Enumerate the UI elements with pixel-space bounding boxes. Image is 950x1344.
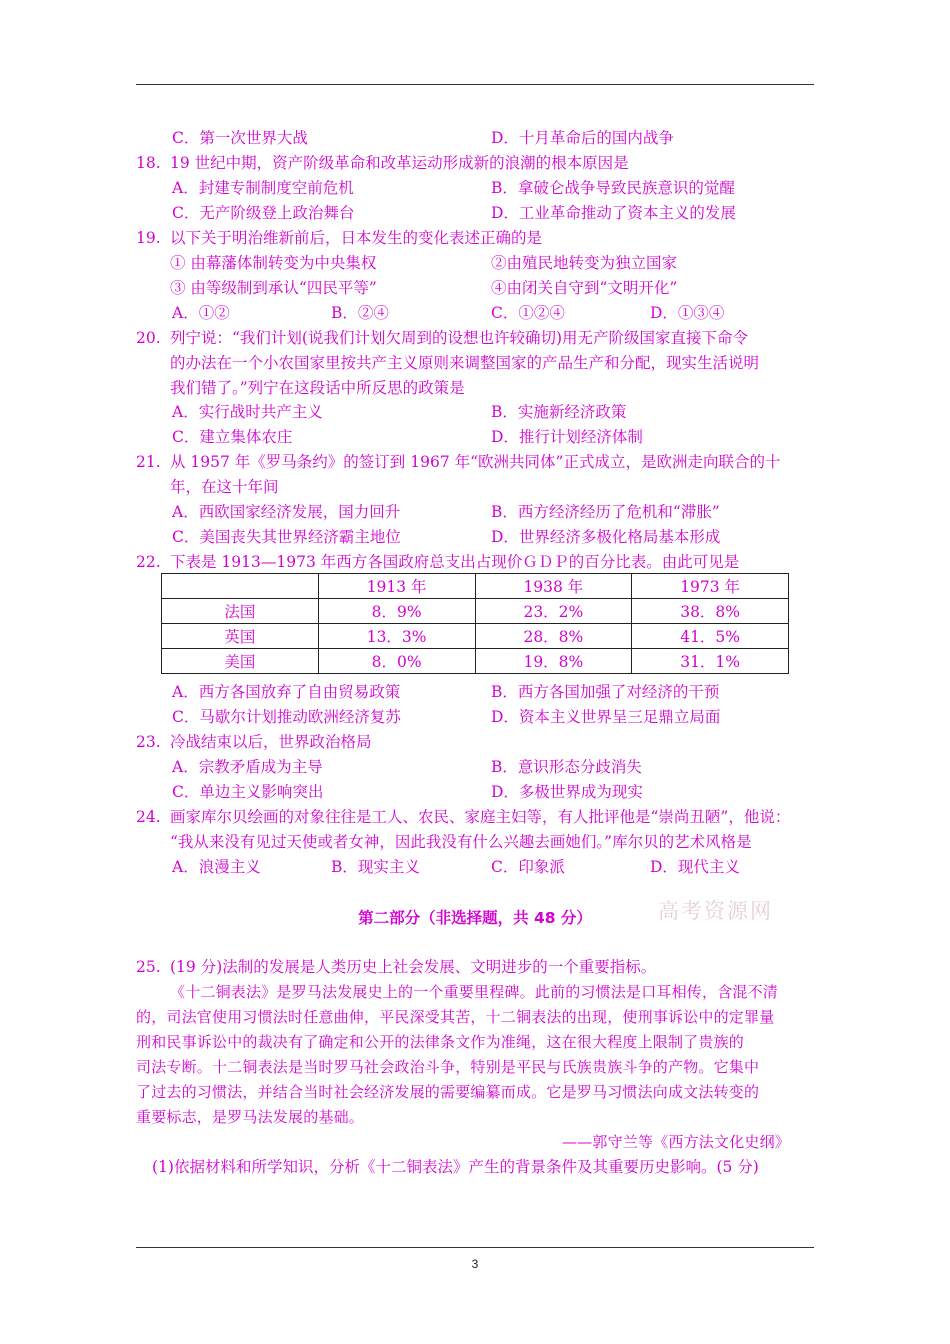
q21-number: 21. bbox=[136, 453, 161, 471]
q18-stem: 19 世纪中期，资产阶级革命和改革运动形成新的浪潮的根本原因是 bbox=[170, 154, 629, 172]
q20-number: 20. bbox=[136, 329, 161, 347]
header-rule bbox=[136, 84, 814, 85]
table-cell: 23．2% bbox=[475, 599, 632, 624]
table-cell: 38．8% bbox=[632, 599, 789, 624]
q22-number: 22. bbox=[136, 553, 161, 571]
table-row bbox=[162, 599, 789, 624]
table-row bbox=[162, 624, 789, 649]
q22-stem: 下表是 1913—1973 年西方各国政府总支出占现价ＧＤＰ的百分比表。由此可见是 bbox=[170, 553, 740, 571]
q25-subquestion-1: (1)依据材料和所学知识，分析《十二铜表法》产生的背景条件及其重要历史影响。(5 分) bbox=[152, 1158, 759, 1176]
q21-stem-line-2: 年，在这十年间 bbox=[170, 478, 279, 496]
q20-option-b: B．实施新经济政策 bbox=[491, 403, 627, 421]
q25-number: 25. bbox=[136, 958, 161, 976]
table-cell: 19．8% bbox=[475, 649, 632, 674]
q19-stem: 以下关于明治维新前后，日本发生的变化表述正确的是 bbox=[170, 229, 543, 247]
table-header-cell: 1938 年 bbox=[475, 574, 632, 599]
page-number: 3 bbox=[471, 1257, 479, 1271]
q21-option-d: D．世界经济多极化格局基本形成 bbox=[491, 528, 721, 546]
q24-number: 24. bbox=[136, 808, 161, 826]
material-line-2: 的，司法官使用习惯法时任意曲伸，平民深受其苦，十二铜表法的出现，使刑事诉讼中的定罪量 bbox=[136, 1008, 775, 1026]
table-row bbox=[162, 649, 789, 674]
q23-option-c: C．单边主义影响突出 bbox=[172, 783, 324, 801]
q25-stem: (19 分)法制的发展是人类历史上社会发展、文明进步的一个重要指标。 bbox=[170, 958, 657, 976]
table-cell: 美国 bbox=[162, 649, 319, 674]
q21-stem-line-1: 从 1957 年《罗马条约》的签订到 1967 年“欧洲共同体”正式成立，是欧洲走向联合的十 bbox=[170, 453, 781, 471]
q24-option-c: C．印象派 bbox=[491, 858, 565, 876]
table-header-row bbox=[162, 574, 789, 599]
q18-number: 18. bbox=[136, 154, 161, 172]
q19-number: 19. bbox=[136, 229, 161, 247]
table-cell: 法国 bbox=[162, 599, 319, 624]
material-line-4: 司法专断。十二铜表法是当时罗马社会政治斗争，特别是平民与氏族贵族斗争的产物。它集中 bbox=[136, 1058, 760, 1076]
table-header-cell: 1973 年 bbox=[632, 574, 789, 599]
section-title: 第二部分（非选择题，共 48 分） bbox=[358, 909, 592, 927]
table-header-cell: 1913 年 bbox=[318, 574, 475, 599]
q24-option-d: D．现代主义 bbox=[650, 858, 740, 876]
q19-option-a: A．①② bbox=[172, 304, 230, 322]
q19-item-1: ① 由幕藩体制转变为中央集权 bbox=[170, 254, 377, 272]
q20-option-a: A．实行战时共产主义 bbox=[172, 403, 323, 421]
watermark-logo: 高考资源网 bbox=[658, 899, 773, 923]
table-cell: 英国 bbox=[162, 624, 319, 649]
footer-rule bbox=[136, 1247, 814, 1248]
q18-option-b: B．拿破仑战争导致民族意识的觉醒 bbox=[491, 179, 735, 197]
table-header-cell bbox=[162, 574, 319, 599]
q23-option-d: D．多极世界成为现实 bbox=[491, 783, 643, 801]
material-line-1: 《十二铜表法》是罗马法发展史上的一个重要里程碑。此前的习惯法是口耳相传，含混不清 bbox=[170, 983, 779, 1001]
material-line-6: 重要标志，是罗马法发展的基础。 bbox=[136, 1108, 365, 1126]
q17-option-c: C．第一次世界大战 bbox=[172, 129, 308, 147]
q20-stem-line-3: 我们错了。”列宁在这段话中所反思的政策是 bbox=[170, 379, 465, 397]
q19-option-c: C．①②④ bbox=[491, 304, 565, 322]
q20-option-c: C．建立集体农庄 bbox=[172, 428, 293, 446]
q18-option-c: C．无产阶级登上政治舞台 bbox=[172, 204, 355, 222]
q24-option-a: A．浪漫主义 bbox=[172, 858, 261, 876]
material-line-3: 刑和民事诉讼中的裁决有了确定和公开的法律条文作为准绳，这在很大程度上限制了贵族的 bbox=[136, 1033, 745, 1051]
table-cell: 8．9% bbox=[318, 599, 475, 624]
q24-stem-line-1: 画家库尔贝绘画的对象往往是工人、农民、家庭主妇等，有人批评他是“崇尚丑陋”，他说： bbox=[170, 808, 791, 826]
q22-option-a: A．西方各国放弃了自由贸易政策 bbox=[172, 683, 401, 701]
q24-option-b: B．现实主义 bbox=[331, 858, 420, 876]
table-cell: 8．0% bbox=[318, 649, 475, 674]
q19-option-d: D．①③④ bbox=[650, 304, 725, 322]
table-cell: 31．1% bbox=[632, 649, 789, 674]
q19-item-4: ④由闭关自守到“文明开化” bbox=[491, 279, 678, 297]
q18-option-a: A．封建专制制度空前危机 bbox=[172, 179, 354, 197]
gdp-spending-table bbox=[161, 573, 789, 674]
q23-number: 23. bbox=[136, 733, 161, 751]
table-cell: 41．5% bbox=[632, 624, 789, 649]
q21-option-c: C．美国丧失其世界经济霸主地位 bbox=[172, 528, 401, 546]
q22-option-d: D．资本主义世界呈三足鼎立局面 bbox=[491, 708, 721, 726]
q21-option-b: B．西方经济经历了危机和“滞胀” bbox=[491, 503, 720, 521]
q20-stem-line-2: 的办法在一个小农国家里按共产主义原则来调整国家的产品生产和分配，现实生活说明 bbox=[170, 354, 760, 372]
q19-item-2: ②由殖民地转变为独立国家 bbox=[491, 254, 678, 272]
material-line-5: 了过去的习惯法，并结合当时社会经济发展的需要编纂而成。它是罗马习惯法向成文法转变的 bbox=[136, 1083, 760, 1101]
q23-option-a: A．宗教矛盾成为主导 bbox=[172, 758, 323, 776]
q24-stem-line-2: “我从来没有见过天使或者女神，因此我没有什么兴趣去画她们。”库尔贝的艺术风格是 bbox=[170, 833, 752, 851]
q19-option-b: B．②④ bbox=[331, 304, 389, 322]
material-source: ——郭守兰等《西方法文化史纲》 bbox=[562, 1133, 791, 1151]
q20-option-d: D．推行计划经济体制 bbox=[491, 428, 643, 446]
q22-option-b: B．西方各国加强了对经济的干预 bbox=[491, 683, 720, 701]
q19-item-3: ③ 由等级制到承认“四民平等” bbox=[170, 279, 377, 297]
q23-option-b: B．意识形态分歧消失 bbox=[491, 758, 642, 776]
q21-option-a: A．西欧国家经济发展，国力回升 bbox=[172, 503, 401, 521]
q22-option-c: C．马歇尔计划推动欧洲经济复苏 bbox=[172, 708, 401, 726]
q18-option-d: D．工业革命推动了资本主义的发展 bbox=[491, 204, 736, 222]
q20-stem-line-1: 列宁说：“我们计划(说我们计划欠周到的设想也许较确切)用无产阶级国家直接下命令 bbox=[170, 329, 749, 347]
table-cell: 28．8% bbox=[475, 624, 632, 649]
q17-option-d: D．十月革命后的国内战争 bbox=[491, 129, 674, 147]
q23-stem: 冷战结束以后，世界政治格局 bbox=[170, 733, 372, 751]
table-cell: 13．3% bbox=[318, 624, 475, 649]
